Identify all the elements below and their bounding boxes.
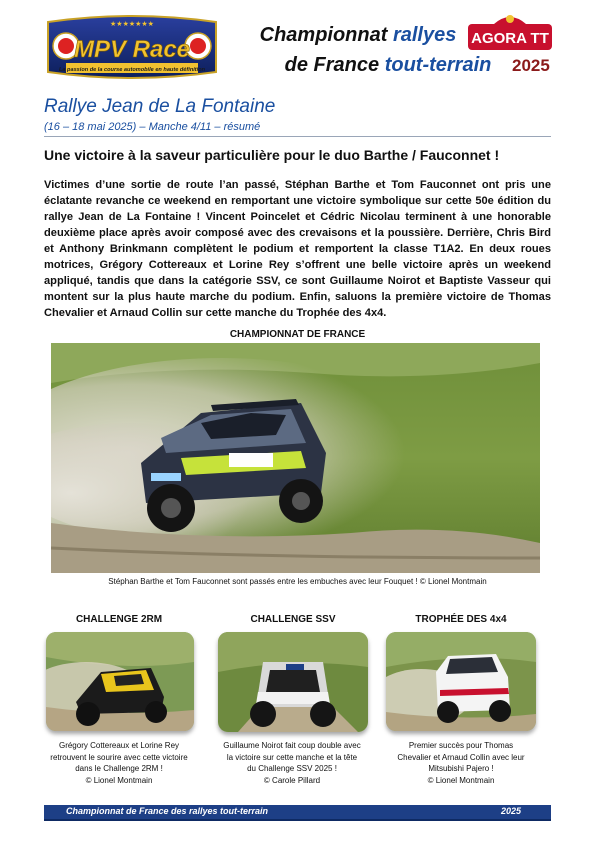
header-title-line1: Championnat rallyes: [259, 24, 457, 46]
main-photo-buggy: [51, 343, 540, 573]
agora-tt-text: AGORA TT: [471, 30, 549, 47]
article-body: Victimes d’une sortie de route l’an passé, Stéphan Barthe et Tom Fauconnet ont pris une éclatante revanche ce weekend en remportant une victoire symbolique sur cette 50e édition du rallye Jean de La Fontaine ! Vincent Poincelet et Cédric Nicolau terminent à une honorable deuxième place après avoir composé avec des crevaisons et la poussière. Derrière, Chris Bird et Anthony Brinkmann complètent le podium et remportent la classe T1A2. En deux roues motrices, Grégory Cottereaux et Lorine Rey s’offrent une belle victoire après un weekend appliqué, tandis que dans la catégorie SSV, ce sont Guillaume Noirot et Baptiste Vasseur qui montent sur la plus haute marche du podium. Enfin, saluons la première victoire de Thomas Chevalier et Arnaud Collin sur cette manche du Trophée des 4x4.: [44, 179, 551, 319]
footer-year: 2025: [500, 806, 521, 816]
photo-ssv: [218, 632, 368, 732]
event-subtitle: (16 – 18 mai 2025) – Manche 4/11 – résumé: [44, 121, 261, 133]
logo-tagline: La passion de la course automobile en haute définition: [58, 67, 206, 73]
section-title-2rm: CHALLENGE 2RM: [75, 614, 163, 625]
logo-brand-text: MPV Race: [73, 36, 191, 63]
article-headline: Une victoire à la saveur particulière pour le duo Barthe / Fauconnet !: [44, 147, 500, 163]
section-title-4x4: TROPHÉE DES 4x4: [415, 614, 507, 625]
header-title-line2: de France tout-terrain: [284, 54, 492, 76]
caption-ssv: Guillaume Noirot fait coup double avec la victoire sur cette manche et la tête du Challenge SSV 2025 ! © Carole Pillard: [223, 741, 361, 785]
divider: [44, 136, 551, 137]
mpv-race-logo: [44, 14, 220, 82]
section-title-ssv: CHALLENGE SSV: [250, 614, 336, 625]
photo-2rm-buggy: [46, 632, 194, 731]
footer-bar: [44, 805, 551, 821]
caption-2rm: Grégory Cottereaux et Lorine Rey retrouvent le sourire avec cette victoire dans le Challenge 2RM ! © Lionel Montmain: [50, 741, 188, 785]
header-year: 2025: [512, 56, 550, 75]
section-title-championnat: CHAMPIONNAT DE FRANCE: [229, 329, 366, 340]
footer-title: Championnat de France des rallyes tout-terrain: [66, 806, 269, 816]
photo-4x4-pajero: [386, 632, 536, 731]
agora-tt-logo: [466, 10, 554, 54]
caption-4x4: Premier succès pour Thomas Chevalier et Arnaud Collin avec leur Mitsubishi Pajero ! © Lionel Montmain: [397, 741, 525, 785]
main-photo-caption: Stéphan Barthe et Tom Fauconnet sont passés entre les embuches avec leur Fouquet ! © Lionel Montmain: [108, 577, 487, 586]
event-name: Rallye Jean de La Fontaine: [44, 96, 276, 117]
logo-stars: ★★★★★★★: [110, 21, 154, 28]
